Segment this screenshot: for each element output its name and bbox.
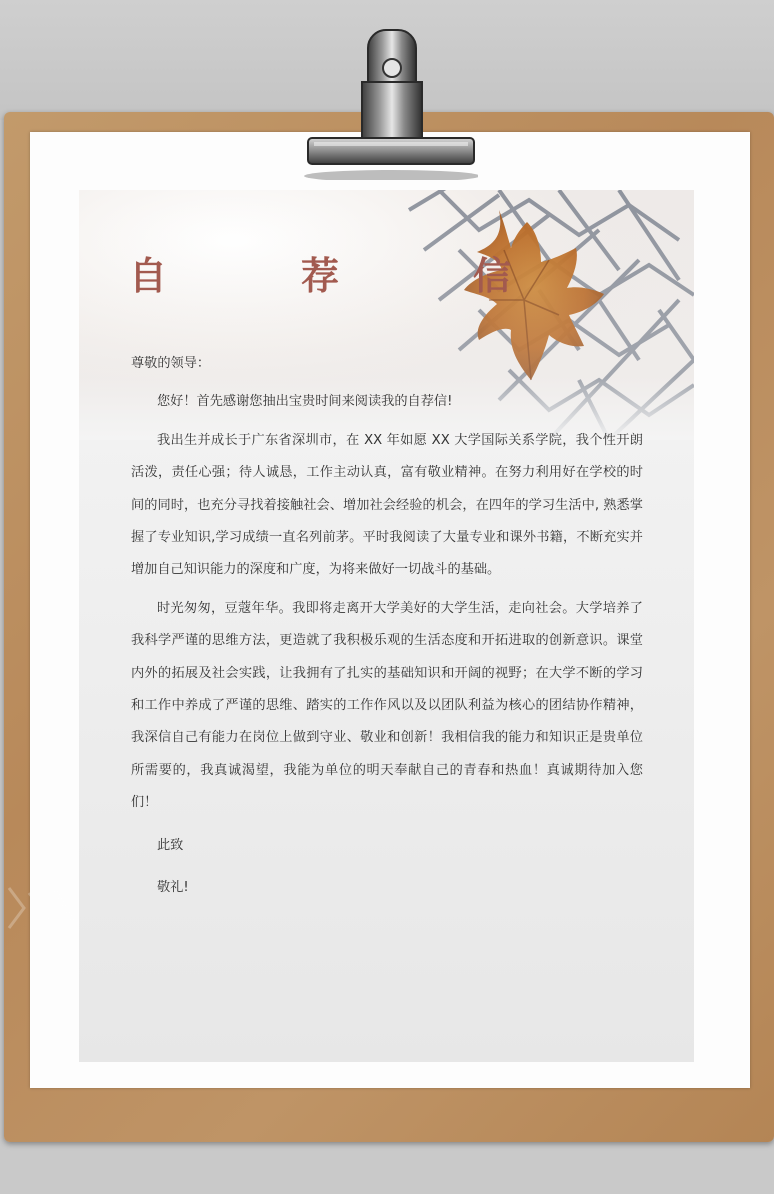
letter-title: 自 荐 信 xyxy=(129,254,560,298)
closing-1: 此致 xyxy=(157,837,184,853)
closing-2: 敬礼! xyxy=(157,880,189,896)
letter-page xyxy=(79,190,694,1062)
salutation: 尊敬的领导： xyxy=(131,356,211,371)
paragraph-1: 我出生并成长于广东省深圳市，在 XX 年如愿 XX 大学国际关系学院，我个性开朗活泼，责任心强；待人诚恳，工作主动认真，富有敬业精神。在努力利用好在学校的时间的同时，也充分寻找着接触社会、增加社会经验的机会，在四年的学习生活中, 熟悉掌握了专业知识,学习成绩一直名列前茅。平时我阅读了大量专业和课外书籍，不断充实并增加自己知识能力的深度和广度，为将来做好一切战斗的基础。 xyxy=(131,432,643,578)
greeting: 您好！首先感谢您抽出宝贵时间来阅读我的自荐信! xyxy=(157,394,453,410)
paragraph-2: 时光匆匆，豆蔻年华。我即将走离开大学美好的大学生活，走向社会。大学培养了我科学严谨的思维方法，更造就了我积极乐观的生活态度和开拓进取的创新意识。课堂内外的拓展及社会实践，让我拥有了扎实的基础知识和开阔的视野；在大学不断的学习和工作中养成了严谨的思维、踏实的工作作风以及以团队利益为核心的团结协作精神，我深信自己有能力在岗位上做到守业、敬业和创新！我相信我的能力和知识正是贵单位所需要的，我真诚渴望，我能为单位的明天奉献自己的青春和热血！真诚期待加入您们！ xyxy=(131,600,643,811)
binder-clip-icon xyxy=(300,20,478,180)
watermark-icon xyxy=(4,878,84,938)
letter-body xyxy=(131,348,643,905)
